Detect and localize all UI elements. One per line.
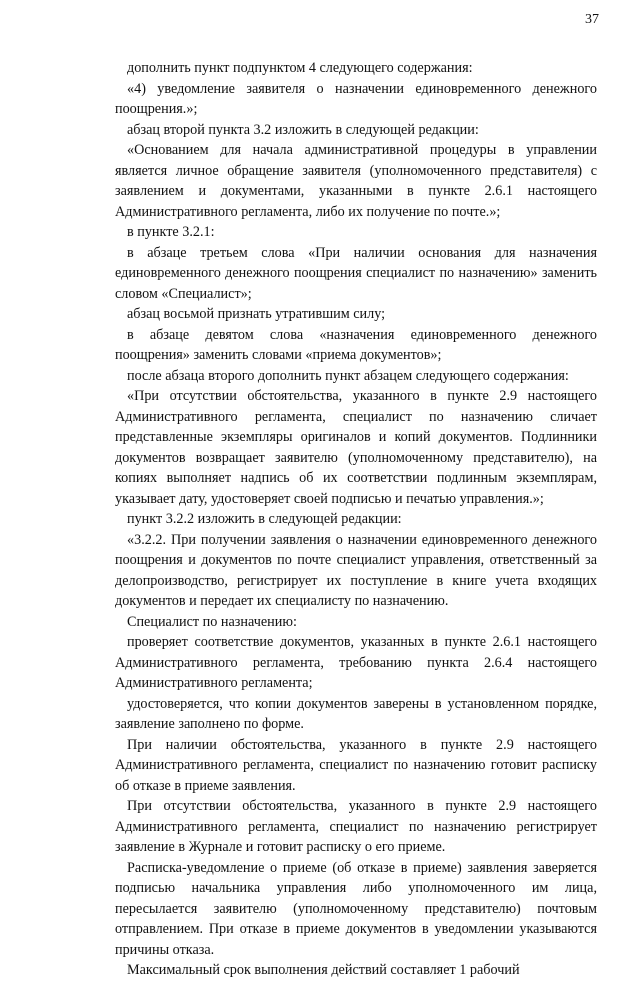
- paragraph: «4) уведомление заявителя о назначении единовременного денежного поощрения.»;: [115, 80, 597, 117]
- paragraph: При наличии обстоятельства, указанного в пункте 2.9 настоящего Административного регламента, специалист по назначению готовит расписку об отказе в приеме заявления.: [115, 736, 597, 794]
- paragraph: в абзаце третьем слова «При наличии основания для назначения единовременного денежного поощрения специалист по назначению» заменить словом «Специалист»;: [115, 244, 597, 302]
- paragraph: «Основанием для начала административной процедуры в управлении является личное обращение заявителя (уполномоченного представителя) с заявлением и документами, указанными в пункте 2.6.1 настоящего Административного регламента, либо их получение по почте.»;: [115, 142, 597, 220]
- page-number: 37: [585, 12, 599, 27]
- paragraph: проверяет соответствие документов, указанных в пункте 2.6.1 настоящего Административного регламента, требованию пункта 2.6.4 настоящего Административного регламента;: [115, 634, 597, 691]
- paragraph: дополнить пункт подпунктом 4 следующего содержания:: [127, 60, 473, 76]
- paragraph: При отсутствии обстоятельства, указанного в пункте 2.9 настоящего Административного регламента, специалист по назначению регистрирует заявление в Журнале и готовит расписку о его приеме.: [115, 798, 597, 855]
- paragraph: «При отсутствии обстоятельства, указанного в пункте 2.9 настоящего Административного регламента, специалист по назначению сличает представленные экземпляры оригиналов и копий документов. Подлинники документов возвращает заявителю (уполномоченному представителю), на копиях выполняет надпись об их соответствии подлинным экземплярам, указывает дату, удостоверяет своей подписью и печатью управления.»;: [115, 388, 597, 507]
- paragraph: в пункте 3.2.1:: [127, 224, 215, 240]
- document-body: [115, 58, 597, 981]
- paragraph: абзац восьмой признать утратившим силу;: [127, 306, 386, 322]
- paragraph: Специалист по назначению:: [127, 613, 297, 630]
- paragraph: удостоверяется, что копии документов заверены в установленном порядке, заявление заполнено по форме.: [115, 695, 597, 732]
- paragraph: пункт 3.2.2 изложить в следующей редакции:: [127, 511, 402, 527]
- paragraph: после абзаца второго дополнить пункт абзацем следующего содержания:: [127, 367, 569, 384]
- paragraph: абзац второй пункта 3.2 изложить в следующей редакции:: [127, 121, 479, 138]
- paragraph: Расписка-уведомление о приеме (об отказе в приеме) заявления заверяется подписью начальника управления либо уполномоченного им лица, пересылается заявителю (уполномоченному представителю) почтовым отправлением. При отказе в приеме документов в уведомлении указываются причины отказа.: [115, 859, 597, 958]
- paragraph: «3.2.2. При получении заявления о назначении единовременного денежного поощрения и документов по почте специалист управления, ответственный за делопроизводство, регистрирует их поступление в книге учета входящих документов и передает их специалисту по назначению.: [115, 531, 597, 609]
- paragraph: Максимальный срок выполнения действий составляет 1 рабочий: [127, 962, 520, 978]
- paragraph: в абзаце девятом слова «назначения единовременного денежного поощрения» заменить словами «приема документов»;: [115, 326, 597, 363]
